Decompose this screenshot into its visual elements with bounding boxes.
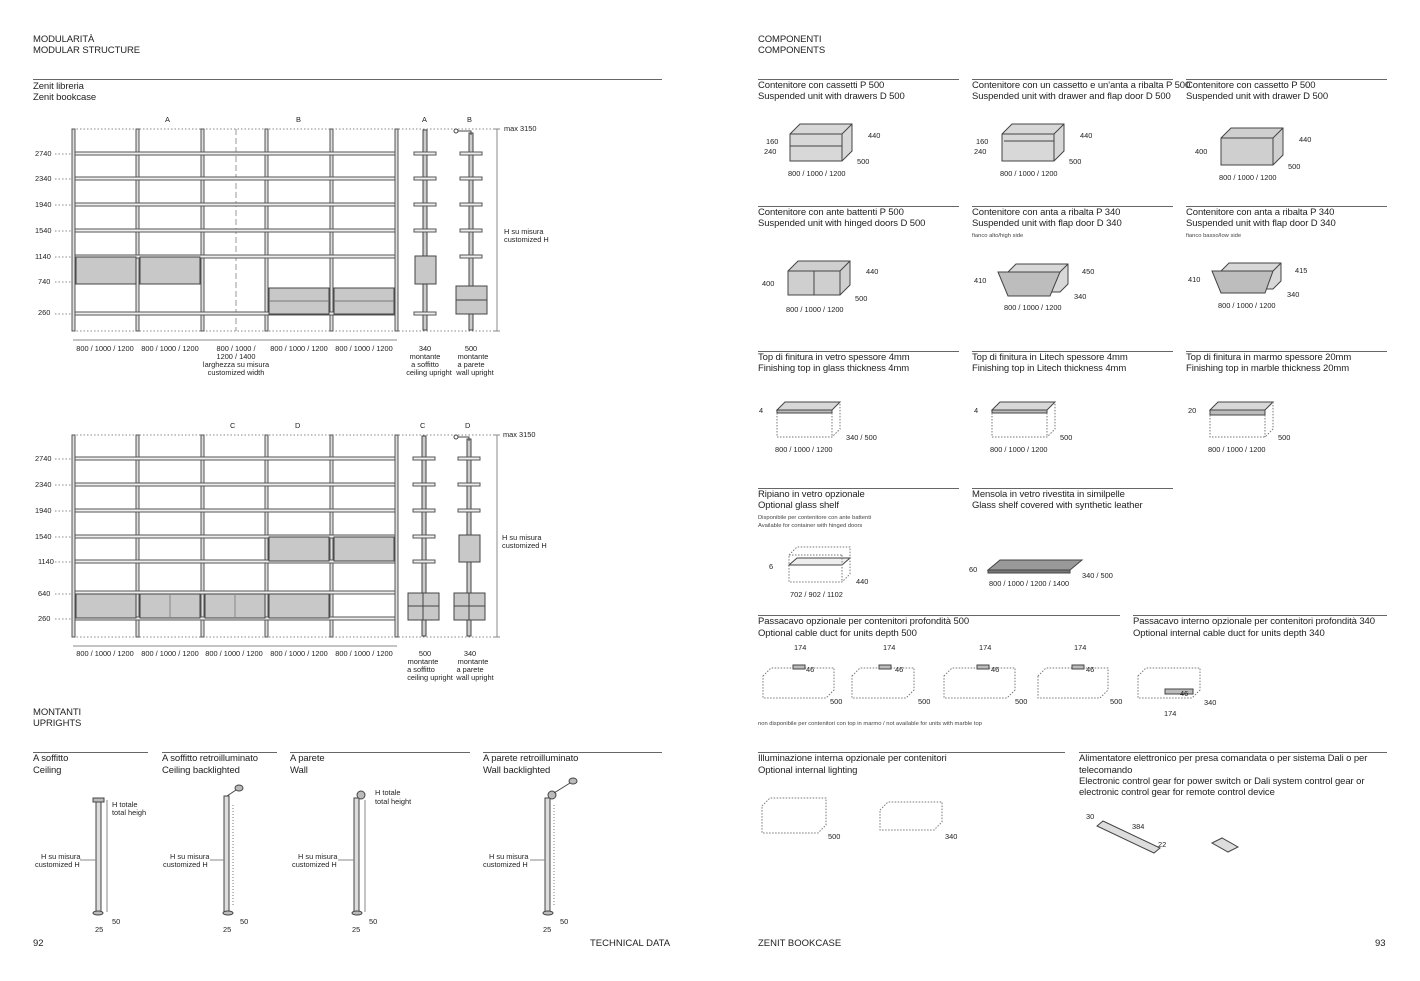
width-label: 800 / 1000 / 1200	[141, 649, 199, 658]
dim-label: customized H	[292, 860, 337, 869]
height-label: 1140	[35, 252, 51, 261]
dim-label: total height	[375, 797, 412, 806]
col-letter: D	[295, 421, 301, 430]
dim-label: 340	[1204, 698, 1217, 707]
control-gear-text: Alimentatore elettronico per presa comandata o per sistema Dali o per	[1079, 753, 1368, 764]
dim-label: 50	[112, 917, 121, 926]
dim-label: 174	[1074, 643, 1087, 652]
height-label: 2740	[35, 454, 52, 463]
dim-label: 46	[1180, 689, 1189, 698]
dim-label: 410	[1188, 275, 1201, 284]
control-gear-text: electronic control gear for remote control device	[1079, 787, 1275, 798]
dim-label: 800 / 1000 / 1200	[1219, 173, 1277, 182]
dim-label: 702 / 902 / 1102	[790, 590, 843, 599]
dim-label: 440	[856, 577, 869, 586]
upright-label: 500	[464, 344, 478, 353]
dim-label: 25	[95, 925, 104, 934]
cable-duct-title-it: Passacavo interno opzionale per contenitori profondità 340	[1133, 616, 1375, 627]
component-title-en: Suspended unit with hinged doors D 500	[758, 218, 926, 229]
uprights-header-en: UPRIGHTS	[33, 718, 82, 729]
component-title-en: Optional glass shelf	[758, 500, 839, 511]
height-label: 740	[38, 277, 51, 286]
upright-label: wall upright	[456, 673, 494, 682]
upright-label: a soffitto	[407, 665, 435, 674]
upright-label: montante	[457, 352, 489, 361]
component-title-it: Contenitore con cassetti P 500	[758, 80, 885, 91]
width-label: customized width	[207, 368, 265, 377]
dim-label: 800 / 1000 / 1200	[775, 445, 833, 454]
component-title-it: Contenitore con anta a ribalta P 340	[972, 207, 1121, 218]
dim-label: 800 / 1000 / 1200	[1218, 301, 1276, 310]
section-header-it: MODULARITÀ	[33, 34, 95, 45]
dim-label: 4	[974, 406, 979, 415]
width-label: 800 / 1000 / 1200	[335, 344, 393, 353]
width-label: 800 / 1000 / 1200	[335, 649, 393, 658]
height-label: 2740	[35, 149, 52, 158]
width-label: 1200 / 1400	[216, 352, 256, 361]
component-title-it: Mensola in vetro rivestita in similpelle	[972, 489, 1125, 500]
upright-title-it: A parete retroilluminato	[483, 753, 579, 764]
dim-label: 240	[974, 147, 987, 156]
dim-label: 22	[1158, 840, 1167, 849]
col-letter: A	[422, 115, 427, 124]
dim-label: 800 / 1000 / 1200	[990, 445, 1048, 454]
dim-label: 440	[866, 267, 879, 276]
upright-title-en: Ceiling	[33, 765, 62, 776]
dim-label: 400	[762, 279, 775, 288]
dim-label: 4	[759, 406, 764, 415]
dim-label: 500	[1069, 157, 1082, 166]
dim-label: 500	[828, 832, 841, 841]
component-title-it: Contenitore con anta a ribalta P 340	[1186, 207, 1335, 218]
col-letter: B	[296, 115, 301, 124]
dim-label: 25	[352, 925, 361, 934]
lighting-title-it: Illuminazione interna opzionale per contenitori	[758, 753, 947, 764]
dim-label: total heigh	[112, 808, 147, 817]
dim-label: 440	[868, 131, 881, 140]
dim-label: 500	[855, 294, 868, 303]
dim-label: 50	[369, 917, 378, 926]
upright-label: montante	[409, 352, 441, 361]
height-label: 2340	[35, 480, 52, 489]
dim-label: 440	[1299, 135, 1312, 144]
cable-duct-title-en: Optional internal cable duct for units depth 340	[1133, 628, 1325, 639]
dim-label: 500	[1015, 697, 1028, 706]
col-letter: D	[465, 421, 471, 430]
dim-label: 415	[1295, 266, 1308, 275]
component-note: Disponibile per contenitore con ante battenti	[758, 515, 872, 521]
dim-label: customized H	[35, 860, 80, 869]
width-label: larghezza su misura	[202, 360, 270, 369]
upright-label: 340	[418, 344, 432, 353]
page-number: 92	[33, 938, 44, 949]
dim-label: 25	[543, 925, 552, 934]
dim-label: H su misura	[298, 852, 338, 861]
dim-label: 500	[857, 157, 870, 166]
width-label: 800 / 1000 / 1200	[205, 649, 263, 658]
upright-label: ceiling upright	[406, 368, 452, 377]
width-label: 800 / 1000 / 1200	[76, 344, 134, 353]
width-label: 800 / 1000 / 1200	[76, 649, 134, 658]
dim-label: 500	[1060, 433, 1073, 442]
dim-label: 160	[766, 137, 779, 146]
dim-label: 500	[830, 697, 843, 706]
dim-label: 800 / 1000 / 1200	[1208, 445, 1266, 454]
max-height-label: max 3150	[503, 430, 536, 439]
col-letter: C	[420, 421, 426, 430]
uprights-header-it: MONTANTI	[33, 707, 82, 718]
dim-label: 800 / 1000 / 1200	[1004, 303, 1062, 312]
cable-duct-title-it: Passacavo opzionale per contenitori profondità 500	[758, 616, 970, 627]
dim-label: 800 / 1000 / 1200	[1000, 169, 1058, 178]
dim-label: 340 / 500	[846, 433, 877, 442]
max-height-label: max 3150	[504, 124, 537, 133]
width-label: 800 / 1000 / 1200	[270, 649, 328, 658]
height-label: 1540	[35, 226, 52, 235]
dim-label: 240	[764, 147, 777, 156]
dim-label: 46	[991, 665, 1000, 674]
component-title-it: Contenitore con cassetto P 500	[1186, 80, 1316, 91]
upright-label: a parete	[457, 360, 485, 369]
bookcase-title-it: Zenit libreria	[33, 81, 84, 92]
component-title-en: Finishing top in marble thickness 20mm	[1186, 363, 1350, 374]
upright-label: wall upright	[456, 368, 494, 377]
dim-label: 340	[1074, 292, 1087, 301]
upright-title-it: A soffitto	[33, 753, 69, 764]
height-label: 260	[38, 614, 51, 623]
height-label: 1140	[38, 557, 54, 566]
dim-label: 174	[1164, 709, 1177, 718]
dim-label: 46	[895, 665, 904, 674]
dim-label: 340	[1287, 290, 1300, 299]
col-letter: A	[165, 115, 170, 124]
component-title-en: Glass shelf covered with synthetic leather	[972, 500, 1143, 511]
component-title-it: Ripiano in vetro opzionale	[758, 489, 865, 500]
dim-label: H su misura	[41, 852, 81, 861]
width-label: 800 / 1000 /	[216, 344, 256, 353]
upright-label: a soffitto	[411, 360, 439, 369]
dim-label: 60	[969, 565, 978, 574]
height-label: 1940	[35, 506, 52, 515]
dim-label: H su misura	[170, 852, 210, 861]
footer-label: TECHNICAL DATA	[590, 938, 671, 949]
dim-label: 500	[1110, 697, 1123, 706]
section-header-it: COMPONENTI	[758, 34, 822, 45]
upright-label: ceiling upright	[407, 673, 453, 682]
dim-label: 50	[240, 917, 249, 926]
dim-label: 25	[223, 925, 232, 934]
dim-label: 160	[976, 137, 989, 146]
dim-label: 384	[1132, 822, 1145, 831]
dim-label: 174	[979, 643, 992, 652]
cable-duct-note: non disponibile per contenitori con top in marmo / not available for units with marble top	[758, 721, 982, 727]
h-custom-label: H su misura	[502, 533, 542, 542]
upright-title-en: Wall backlighted	[483, 765, 551, 776]
upright-label: montante	[407, 657, 439, 666]
component-title-it: Contenitore con ante battenti P 500	[758, 207, 904, 218]
col-letter: C	[230, 421, 236, 430]
upright-title-en: Wall	[290, 765, 308, 776]
control-gear-text: telecomando	[1079, 765, 1133, 776]
component-title-en: Finishing top in Litech thickness 4mm	[972, 363, 1127, 374]
upright-label: 340	[463, 649, 477, 658]
dim-label: 800 / 1000 / 1200	[786, 305, 844, 314]
upright-title-en: Ceiling backlighted	[162, 765, 240, 776]
component-title-en: Suspended unit with drawers D 500	[758, 91, 905, 102]
h-custom-label: customized H	[502, 541, 547, 550]
height-label: 1540	[35, 532, 52, 541]
dim-label: 440	[1080, 131, 1093, 140]
dim-label: 20	[1188, 406, 1197, 415]
upright-title-it: A parete	[290, 753, 325, 764]
dim-label: 174	[883, 643, 896, 652]
dim-label: customized H	[163, 860, 208, 869]
component-title-en: Suspended unit with drawer D 500	[1186, 91, 1329, 102]
dim-label: 410	[974, 276, 987, 285]
component-title-en: Suspended unit with drawer and flap door D 500	[972, 91, 1171, 102]
dim-label: H totale	[112, 800, 138, 809]
bookcase-title-en: Zenit bookcase	[33, 92, 97, 103]
col-letter: B	[467, 115, 472, 124]
dim-label: 174	[794, 643, 807, 652]
component-note: Available for container with hinged doors	[758, 523, 863, 529]
upright-title-it: A soffitto retroilluminato	[162, 753, 258, 764]
dim-label: H su misura	[489, 852, 529, 861]
width-label: 800 / 1000 / 1200	[270, 344, 328, 353]
dim-label: 500	[1278, 433, 1291, 442]
height-label: 2340	[35, 174, 52, 183]
component-title-it: Top di finitura in vetro spessore 4mm	[758, 352, 910, 363]
lighting-title-en: Optional internal lighting	[758, 765, 858, 776]
height-label: 1940	[35, 200, 52, 209]
component-note: fianco alto/high side	[972, 233, 1024, 239]
component-title-it: Top di finitura in marmo spessore 20mm	[1186, 352, 1352, 363]
component-title-it: Contenitore con un cassetto e un'anta a ribalta P 500	[972, 80, 1191, 91]
dim-label: customized H	[483, 860, 528, 869]
component-title-en: Suspended unit with flap door D 340	[972, 218, 1122, 229]
dim-label: 800 / 1000 / 1200	[788, 169, 846, 178]
dim-label: 50	[560, 917, 569, 926]
dim-label: 500	[918, 697, 931, 706]
width-label: 800 / 1000 / 1200	[141, 344, 199, 353]
component-title-en: Finishing top in glass thickness 4mm	[758, 363, 910, 374]
dim-label: 30	[1086, 812, 1095, 821]
h-custom-label: H su misura	[504, 227, 544, 236]
upright-label: a parete	[456, 665, 484, 674]
h-custom-label: customized H	[504, 235, 549, 244]
component-title-en: Suspended unit with flap door D 340	[1186, 218, 1336, 229]
dim-label: 340	[945, 832, 958, 841]
control-gear-text: Electronic control gear for power switch or Dali system control gear or	[1079, 776, 1365, 787]
dim-label: 340 / 500	[1082, 571, 1113, 580]
height-label: 260	[38, 308, 51, 317]
height-label: 640	[38, 589, 51, 598]
dim-label: 46	[806, 665, 815, 674]
dim-label: 800 / 1000 / 1200 / 1400	[989, 579, 1070, 588]
section-header-en: MODULAR STRUCTURE	[33, 45, 141, 56]
page-number: 93	[1375, 938, 1386, 949]
dim-label: 400	[1195, 147, 1208, 156]
cable-duct-title-en: Optional cable duct for units depth 500	[758, 628, 917, 639]
component-note: fianco basso/low side	[1186, 233, 1242, 239]
component-title-it: Top di finitura in Litech spessore 4mm	[972, 352, 1128, 363]
dim-label: 46	[1086, 665, 1095, 674]
dim-label: 500	[1288, 162, 1301, 171]
footer-label: ZENIT BOOKCASE	[758, 938, 842, 949]
dim-label: 6	[769, 562, 774, 571]
section-header-en: COMPONENTS	[758, 45, 826, 56]
upright-label: 500	[418, 649, 432, 658]
dim-label: H totale	[375, 788, 401, 797]
upright-label: montante	[457, 657, 489, 666]
dim-label: 450	[1082, 267, 1095, 276]
